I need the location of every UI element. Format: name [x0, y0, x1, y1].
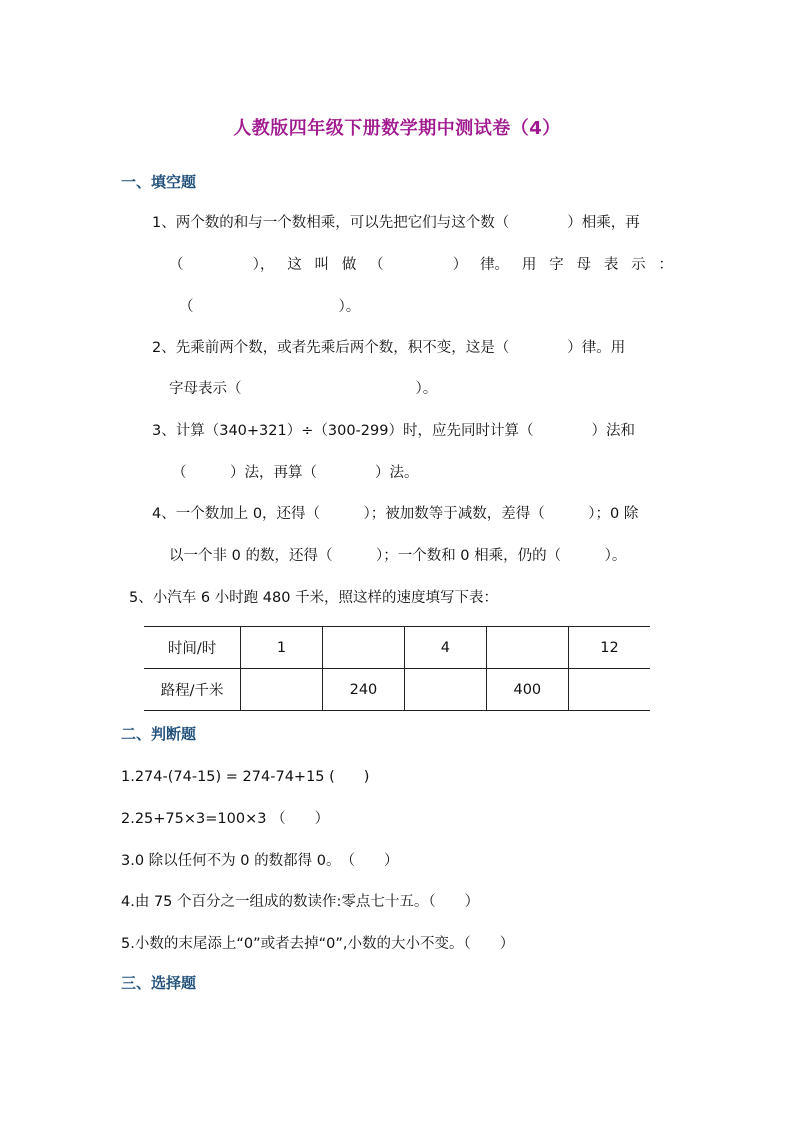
table-cell — [405, 669, 487, 711]
judge-item-3: 3.0 除以任何不为 0 的数都得 0。 （ ） — [121, 853, 399, 869]
table-cell — [486, 627, 568, 669]
question-3-line-1: 3、计算（340+321）÷（300-299）时，应先同时计算（ ）法和 — [152, 423, 635, 439]
table-cell — [241, 669, 323, 711]
question-4-line-1: 4、一个数加上 0，还得（ ）；被加数等于减数，差得（ ）；0 除 — [152, 506, 639, 522]
speed-table — [144, 626, 650, 711]
judge-item-5: 5.小数的末尾添上“0”或者去掉“0”,小数的大小不变。（ ） — [121, 936, 515, 952]
question-1-part: 字 — [549, 257, 564, 273]
question-1-part: 这 — [287, 257, 302, 273]
section-heading-multiple-choice: 三、选择题 — [121, 974, 197, 992]
question-1-part: 示 — [631, 257, 646, 273]
question-1-line-1: 1、两个数的和与一个数相乘，可以先把它们与这个数（ ）相乘，再 — [152, 215, 640, 231]
question-1-part: 用 — [521, 257, 537, 273]
question-5: 5、小汽车 6 小时跑 480 千米，照这样的速度填写下表： — [129, 590, 499, 606]
judge-item-2: 2.25+75×3=100×3 （ ） — [121, 811, 330, 827]
question-1-part: 母 — [576, 257, 591, 273]
question-1-part: ） — [452, 257, 468, 273]
question-1-part: 表 — [603, 257, 619, 273]
judge-item-1: 1.274-(74-15) = 274-74+15 ( ) — [121, 769, 370, 785]
table-cell: 1 — [241, 627, 323, 669]
table-cell: 12 — [569, 627, 650, 669]
question-1-line-3: （ ）。 — [179, 299, 361, 315]
question-2-line-2: 字母表示（ ）。 — [169, 381, 438, 397]
question-1-part: 律。 — [480, 257, 510, 273]
question-1-part: （ — [169, 257, 184, 273]
question-1-part — [396, 253, 440, 274]
table-cell: 400 — [486, 669, 568, 711]
table-cell: 240 — [322, 669, 404, 711]
table-row — [144, 669, 650, 711]
table-cell: 4 — [405, 627, 487, 669]
row-header-distance: 路程/千米 — [144, 669, 241, 711]
section-heading-fill-in: 一、填空题 — [121, 173, 197, 191]
question-1-part — [196, 253, 240, 274]
table-row — [144, 627, 650, 669]
question-1-part: （ — [369, 257, 384, 273]
row-header-time: 时间/时 — [144, 627, 241, 669]
section-heading-true-false: 二、判断题 — [121, 725, 197, 743]
page-title: 人教版四年级下册数学期中测试卷（4） — [233, 118, 561, 139]
question-1-part: ： — [658, 257, 673, 273]
question-1-line-2 — [169, 253, 673, 274]
question-1-part: 做 — [341, 257, 357, 273]
question-4-line-2: 以一个非 0 的数，还得（ ）；一个数和 0 相乘，仍的（ ）。 — [169, 548, 627, 564]
judge-item-4: 4.由 75 个百分之一组成的数读作:零点七十五。（ ） — [121, 894, 480, 910]
question-1-part: 叫 — [314, 257, 329, 273]
table-cell — [569, 669, 650, 711]
question-2-line-1: 2、先乘前两个数，或者先乘后两个数，积不变，这是（ ）律。用 — [152, 340, 626, 356]
question-1-part: ）， — [252, 257, 275, 273]
table-cell — [322, 627, 404, 669]
question-3-line-2: （ ）法，再算（ ）法。 — [172, 465, 419, 481]
